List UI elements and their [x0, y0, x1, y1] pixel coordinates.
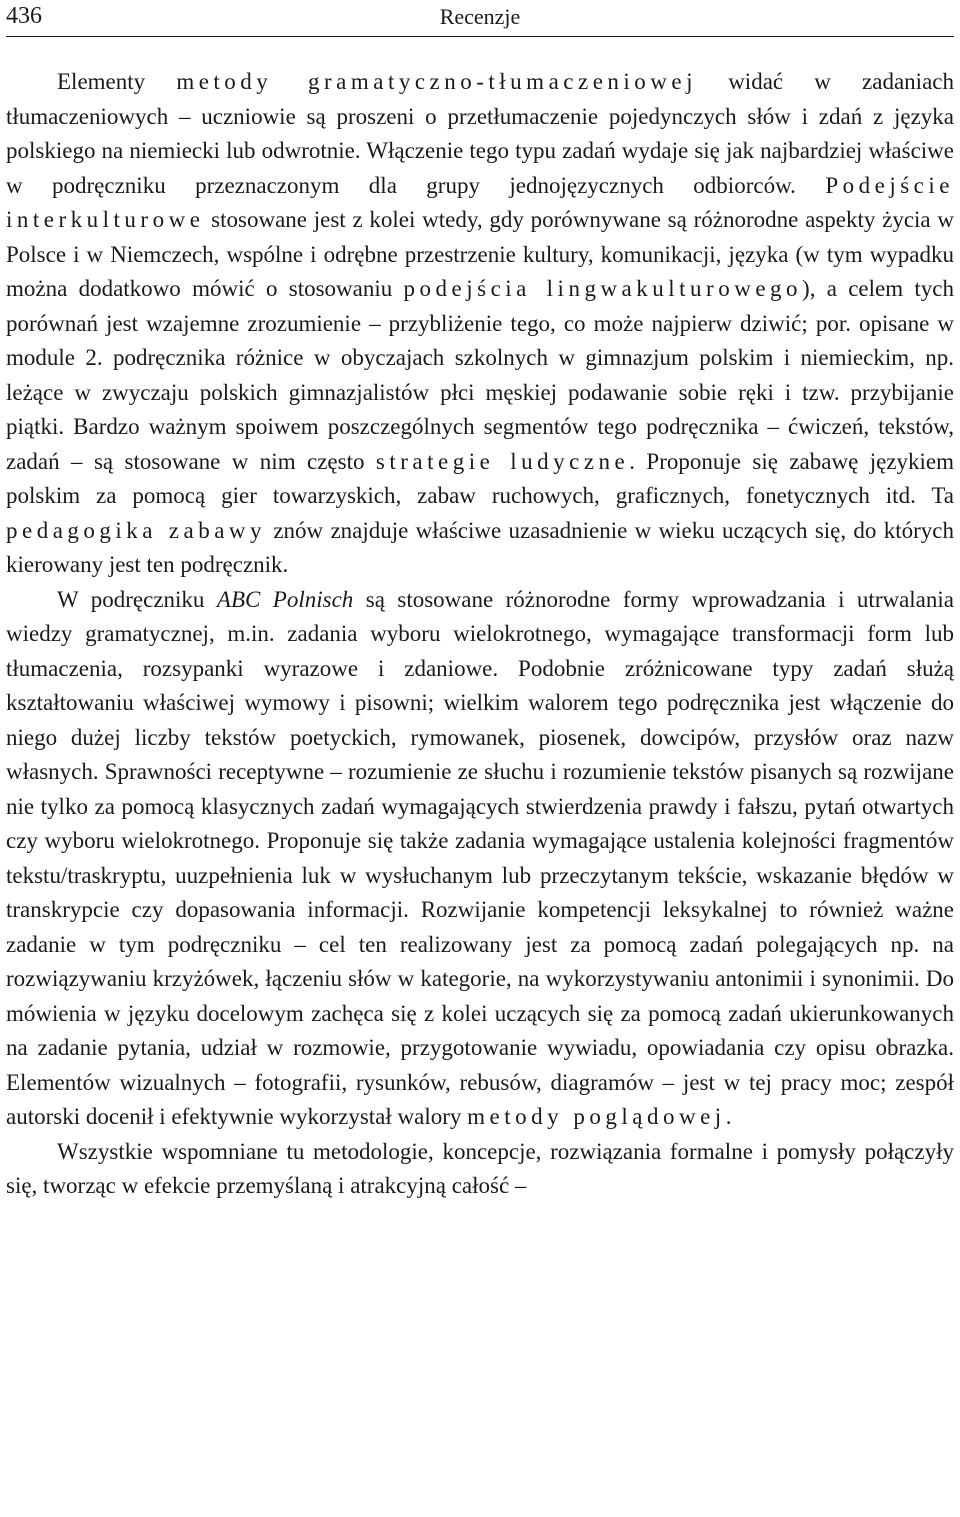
running-head [6, 0, 954, 37]
text-run: są stosowane różnorodne formy wprowadzania i utrwalania wiedzy gramatycznej, m.in. zadania wyboru wielokrotnego, wymagające transformacji form lub tłumaczenia, rozsypanki wyrazowe i zdaniowe. Podobnie zróżnicowane typy zadań służą kształtowaniu właściwej wymowy i pisowni; wielkim walorem tego podręcznika jest włączenie do niego dużej liczby tekstów poetyckich, rymowanek, piosenek, dowcipów, przysłów oraz nazw własnych. Sprawności receptywne – rozumienie ze słuchu i rozumienie tekstów pisanych są rozwijane nie tylko za pomocą klasycznych zadań wymagających stwierdzenia prawdy i fałszu, pytań otwartych czy wyboru wielokrotnego. Proponuje się także zadania wymagające ustalenia kolejności fragmentów tekstu/traskryptu, uuzpełnienia luk w wysłuchanym lub przeczytanym tekście, wskazanie błędów w transkrypcie czy dopasowania informacji. Rozwijanie kompetencji leksykalnej to również ważne zadanie w tym podręczniku – cel ten realizowany jest za pomocą zadań polegających np. na rozwiązywaniu krzyżówek, łączeniu słów w kategorie, na wykorzystywaniu antonimii i synonimii. Do mówienia w języku docelowym zachęca się z kolei uczących się za pomocą zadań ukierunkowanych na zadanie pytania, udział w rozmowie, przygotowanie wywiadu, opowiadania czy opisu obrazka. Elementów wizualnych – fotografii, rysunków, rebusów, diagramów – jest w tej pracy moc; zespół autorski docenił i efektywnie wykorzystał walory [6, 586, 954, 1129]
text-run: . Proponuje się zabawę językiem polskim za pomocą gier towarzyskich, zabaw ruchowych, graficznych, fonetycznych itd. Ta [6, 448, 954, 508]
text-run: Wszystkie wspomniane tu metodologie, koncepcje, rozwiązania formalne i pomysły połączyły się, tworząc w efekcie przemyślaną i atrakcyjną całość – [6, 1138, 954, 1198]
text-run: ), a celem tych porównań jest wzajemne zrozumienie – przybliżenie tego, co może najpierw dziwić; por. opisane w module 2. podręcznika różnice w obyczajach szkolnych w gimnazjum polskim i niemieckim, np. leżące w zwyczaju polskich gimnazjalistów płci męskiej podawanie sobie ręki i tzw. przybijanie piątki. Bardzo ważnym spoiwem poszczególnych segmentów tego podręcznika – ćwiczeń, tekstów, zadań – są stosowane w nim często [6, 276, 954, 474]
body-text [6, 65, 954, 1204]
emphasized-term: metody gramatyczno-tłumaczeniowej [176, 69, 698, 94]
emphasized-term: podejścia lingwakulturowego [403, 276, 803, 301]
text-run: . [725, 1104, 732, 1129]
paragraph-methods [6, 65, 954, 583]
emphasized-term: Podejście interkulturowe [6, 172, 954, 232]
paragraph-task-types [6, 583, 954, 1135]
text-run: Elementy [57, 69, 177, 94]
emphasized-term: pedagogika zabawy [6, 517, 267, 543]
text-run: znów znajduje właściwe uzasadnienie w wieku uczących się, do których kierowany jest ten podręcznik. [6, 517, 954, 577]
text-run: stosowane jest z kolei wtedy, gdy porównywane są różnorodne aspekty życia w Polsce i w Niemczech, wspólne i odrębne przestrzenie kultury, komunikacji, języka (w tym wypadku można dodatkowo mówić o stosowaniu [6, 207, 954, 301]
document-page [6, 0, 954, 1517]
section-title: Recenzje [439, 4, 521, 29]
emphasized-term: metody poglądowej [467, 1104, 726, 1129]
book-title: ABC Polnisch [216, 586, 354, 612]
paragraph-summary [6, 1135, 954, 1204]
emphasized-term: strategie ludyczne [375, 448, 630, 474]
page-number: 436 [6, 3, 42, 29]
text-run: widać w zadaniach tłumaczeniowych – uczniowie są proszeni o przetłumaczenie pojedynczych słów i zdań z języka polskiego na niemiecki lub odwrotnie. Włączenie tego typu zadań wydaje się jak najbardziej właściwe w podręczniku przeznaczonym dla grupy jednojęzycznych odbiorców. [6, 69, 954, 198]
text-run: W podręczniku [57, 586, 217, 612]
